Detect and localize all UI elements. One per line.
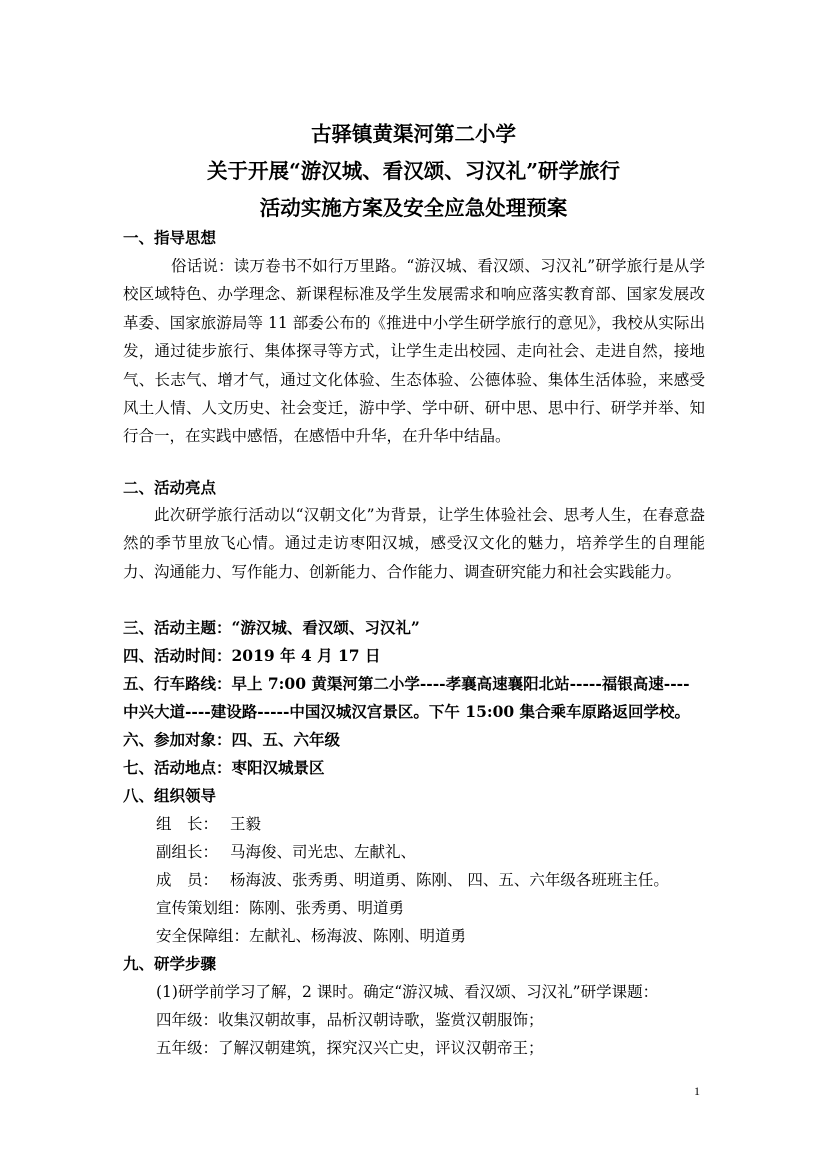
org-members-names: 杨海波、张秀勇、明道勇、陈刚、 四、五、六年级各班班主任。 [230, 871, 669, 889]
grade-4-task: 四年级：收集汉朝故事，品析汉朝诗歌，鉴赏汉朝服饰； [156, 1011, 544, 1029]
org-members [156, 866, 669, 894]
section-2-heading: 二、活动亮点 [123, 478, 217, 497]
step-1: (1)研学前学习了解，2 课时。确定“游汉城、看汉颂、习汉礼”研学课题： [156, 983, 659, 1001]
org-leader [156, 810, 261, 838]
section-4-time: 四、活动时间：2019 年 4 月 17 日 [123, 646, 381, 665]
section-5-route-line-1: 五、行车路线：早上 7:00 黄渠河第二小学----孝襄高速襄阳北站-----福银高速---- [123, 674, 690, 693]
org-safety: 安全保障组：左献礼、杨海波、陈刚、明道勇 [156, 927, 467, 945]
title-line-2: 关于开展“游汉城、看汉颂、习汉礼”研学旅行 [206, 159, 621, 183]
page-number: 1 [694, 1084, 700, 1098]
title-line-3: 活动实施方案及安全应急处理预案 [259, 196, 568, 220]
org-deputy [156, 838, 416, 866]
title-line-1: 古驿镇黄渠河第二小学 [311, 122, 516, 146]
section-5-route-line-2: 中兴大道----建设路-----中国汉城汉宫景区。下午 15:00 集合乘车原路返回学校。 [123, 702, 691, 721]
section-8-heading: 八、组织领导 [123, 786, 217, 805]
org-publicity: 宣传策划组：陈刚、张秀勇、明道勇 [156, 899, 405, 917]
section-2-body: 此次研学旅行活动以“汉朝文化”为背景，让学生体验社会、思考人生，在春意盎然的季节里放飞心情。通过走访枣阳汉城，感受汉文化的魅力，培养学生的自理能力、沟通能力、写作能力、创新能力、合作能力、调查研究能力和社会实践能力。 [123, 506, 705, 581]
section-1-heading: 一、指导思想 [123, 228, 217, 247]
section-1-body: 俗话说：读万卷书不如行万里路。“游汉城、看汉颂、习汉礼”研学旅行是从学校区域特色、办学理念、新课程标准及学生发展需求和响应落实教育部、国家发展改革委、国家旅游局等 11 部委公布的《推进中小学生研学旅行的意见》，我校从实际出发，通过徒步旅行、集体探寻等方式，让学生走出校园、走向社会、走进自然，接地气、长志气、增才气，通过文化体验、生态体验、公德体验、集体生活体验，来感受风土人情、人文历史、社会变迁，游中学、学中研、研中思、思中行、研学并举、知行合一，在实践中感悟，在感悟中升华，在升华中结晶。 [123, 257, 705, 446]
org-leader-role: 组 长： [156, 815, 219, 833]
section-6-participants: 六、参加对象：四、五、六年级 [123, 730, 341, 749]
org-members-role: 成 员： [156, 871, 219, 889]
org-leader-name: 王毅 [230, 815, 262, 833]
section-3-theme: 三、活动主题：“游汉城、看汉颂、习汉礼” [123, 618, 420, 637]
org-deputy-names: 马海俊、司光忠、左献礼、 [230, 843, 417, 861]
section-9-heading: 九、研学步骤 [123, 954, 217, 973]
section-7-location: 七、活动地点：枣阳汉城景区 [123, 758, 325, 777]
org-deputy-role: 副组长： [156, 843, 219, 861]
grade-5-task: 五年级：了解汉朝建筑，探究汉兴亡史，评议汉朝帝王； [156, 1039, 544, 1057]
